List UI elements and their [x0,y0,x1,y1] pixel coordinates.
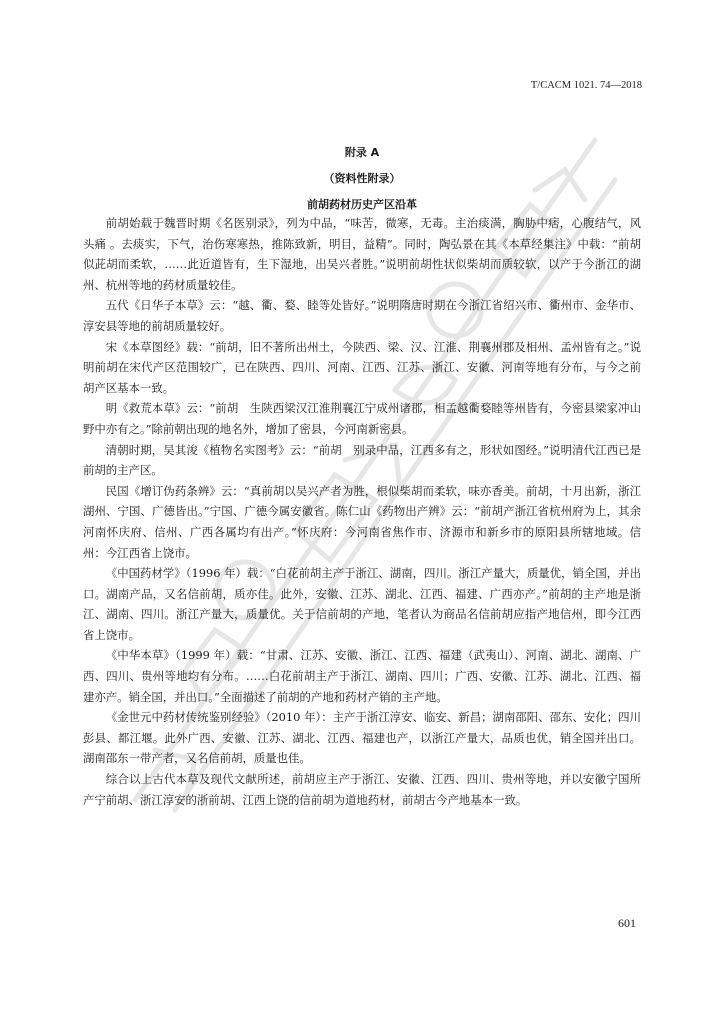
paragraph: 明《救荒本草》云：“前胡 生陕西梁汉江淮荆襄江宁成州诸郡，相孟越衢婺睦等州皆有，今密县梁家冲山野中亦有之。”除前朝出现的地名外，增加了密县，今河南新密县。 [83,401,641,436]
appendix-header [0,146,724,212]
appendix-heading: 前胡药材历史产区沿革 [307,198,417,211]
paragraph: 五代《日华子本草》云：“越、衢、婺、睦等处皆好。”说明隋唐时期在今浙江省绍兴市、衢州市、金华市、淳安县等地的前胡质量较好。 [83,298,641,333]
page-number: 601 [618,916,636,930]
paragraph: 宋《本草图经》载：“前胡，旧不著所出州土，今陕西、梁、汉、江淮、荆襄州郡及相州、孟州皆有之。”说明前胡在宋代产区范围较广，已在陕西、四川、河南、江西、江苏、浙江、安徽、河南等地有分布，与今之前胡产区基本一致。 [83,339,641,395]
appendix-type: （资料性附录） [323,172,401,185]
appendix-title: 附录 A [344,146,380,159]
paragraph: 《金世元中药材传统鉴别经验》（2010 年）：主产于浙江淳安、临安、新昌；湖南邵阳、邵东、安化；四川彭县、都江堰。此外广西、安徽、江苏、湖北、江西、福建也产，以浙江产量大，品质也优，销全国并出口。湖南邵东一带产者，又名信前胡，质量也佳。 [83,710,641,766]
standard-number: T/CACM 1021. 74—2018 [530,80,642,91]
paragraph: 民国《增订伪药条辨》云：“真前胡以吴兴产者为胜，根似柴胡而柔软，味亦香美。前胡，十月出新，浙江湖州、宁国、广德皆出。”宁国、广德今属安徽省。陈仁山《药物出产辨》云：“前胡产浙江省杭州府为上，其余河南怀庆府、信州、广西各属均有出产。”怀庆府：今河南省焦作市、济源市和新乡市的原阳县所辖地域。信州：今江西省上饶市。 [83,483,641,560]
paragraph: 前胡始载于魏晋时期《名医别录》，列为中品，“味苦，微寒，无毒。主治痰满，胸胁中痞，心腹结气，风头痛 。去痰实，下气，治伤寒寒热，推陈致新，明目，益精”。同时，陶弘景在其《本草经集注》中载：“前胡似茈胡而柔软，……此近道皆有，生下湿地，出吴兴者胜。”说明前胡性状似柴胡而质较软，以产于今浙江的湖州、杭州等地的药材质量较佳。 [83,216,641,292]
paragraph: 清朝时期，吴其浚《植物名实图考》云：“前胡 别录中品，江西多有之，形状如图经。”说明清代江西已是前胡的主产区。 [83,442,641,478]
paragraph: 《中华本草》（1999 年）载：“甘肃、江苏、安徽、浙江、江西、福建（武夷山）、河南、湖北、湖南、广西、四川、贵州等地均有分布。……白花前胡主产于浙江、湖南、四川；广西、安徽、江苏、湖北、江西、福建亦产。销全国，并出口。”全面描述了前胡的产地和药材产销的主产地。 [83,648,641,704]
paragraph: 综合以上古代本草及现代文献所述，前胡应主产于浙江、安徽、江西、四川、贵州等地，并以安徽宁国所产宁前胡、浙江淳安的浙前胡、江西上饶的信前胡为道地药材，前胡古今产地基本一致。 [83,772,641,807]
paragraph: 《中国药材学》（1996 年）载：“白花前胡主产于浙江、湖南，四川。浙江产量大，质量优，销全国，并出口。湖南产品，又名信前胡，质亦佳。此外，安徽、江苏、湖北、江西、福建、广西亦产。”前胡的主产地是浙江、湖南、四川。浙江产量大，质量优。关于信前胡的产地，笔者认为商品名信前胡应指产地信州，即今江西省上饶市。 [83,566,641,642]
body-text [83,213,641,810]
